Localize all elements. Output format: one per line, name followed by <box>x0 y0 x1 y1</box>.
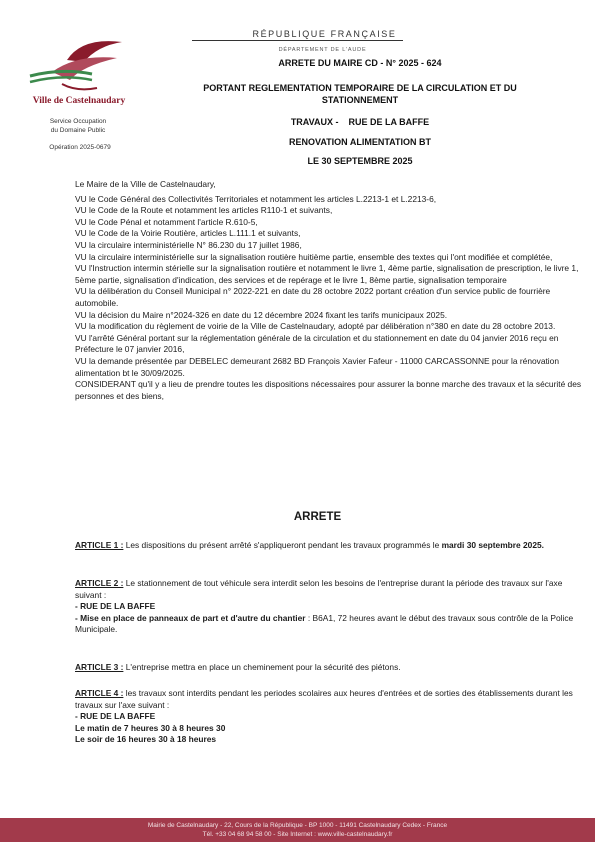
considerant-line: CONSIDERANT qu'il y a lieu de prendre toutes les dispositions nécessaires pour assurer la bonne marche des travaux et la sécurité des personnes et des biens, <box>75 379 582 401</box>
article-3-label: ARTICLE 3 : <box>75 662 124 672</box>
vu-line: VU le Code de la Voirie Routière, articles L.111.1 et suivants, <box>75 228 301 239</box>
article-4-soir: Le soir de 16 heures 30 à 18 heures <box>75 734 217 745</box>
vu-line: VU la décision du Maire n°2024-326 en date du 12 décembre 2024 fixant les tarifs municipaux 2025. <box>75 309 448 320</box>
article-1: ARTICLE 1 : Les dispositions du présent arrêté s'appliqueront pendant les travaux programmés le mardi 30 septembre 2025. <box>75 540 544 550</box>
renovation-line: RENOVATION ALIMENTATION BT <box>289 137 431 147</box>
article-2: ARTICLE 2 : Le stationnement de tout véhicule sera interdit selon les besoins de l'entreprise durant la période des travaux sur l'axe suivant : - RUE DE LA BAFFE - Mise en place de panneaux de part et d'autre du chantier : B6A1, 72 heures avant le début des travaux sous contrôle de la Police Municipale. <box>75 578 587 636</box>
article-2-label: ARTICLE 2 : <box>75 578 124 588</box>
vu-line: VU la modification du règlement de voirie de la Ville de Castelnaudary, adopté par délibération n°380 en date du 28 octobre 2013. <box>75 321 556 332</box>
operation-number: Opération 2025-0679 <box>49 144 111 151</box>
vu-line: VU la délibération du Conseil Municipal n° 2022-221 en date du 28 octobre 2022 portant création d'un service public de fourrière automobile. <box>75 286 551 308</box>
vu-line: VU le Code de la Route et notamment les articles R110-1 et suivants, <box>75 205 333 216</box>
article-3: ARTICLE 3 : L'entreprise mettra en place un cheminement pour la sécurité des piétons. <box>75 662 401 672</box>
service-label: Service Occupation du Domaine Public <box>49 118 107 134</box>
vu-line: VU le Code Pénal et notamment l'article R.610-5, <box>75 216 258 227</box>
article-4-matin: Le matin de 7 heures 30 à 8 heures 30 <box>75 722 226 733</box>
arrete-number: ARRETE DU MAIRE CD - N° 2025 - 624 <box>278 58 442 68</box>
logo-name: Ville de Castelnaudary <box>32 96 126 106</box>
logo-mark-icon <box>22 32 142 102</box>
vu-line: VU l'arrêté Général portant sur la réglementation générale de la circulation et du stationnement en date du 04 janvier 2016 reçu en Préfecture le 07 janvier 2016, <box>75 332 559 355</box>
article-2-rue: - RUE DE LA BAFFE <box>75 601 156 612</box>
intro-line: Le Maire de la Ville de Castelnaudary, <box>75 179 216 189</box>
arrete-title: ARRETE <box>293 511 342 523</box>
article-4-label: ARTICLE 4 : <box>75 688 124 698</box>
vu-line: VU l'Instruction intermin stérielle sur la signalisation routière et notamment le livre 1, 4ème partie, signalisation de prescription, le livre 1, 5ème partie, signalisation d'indication, des services et de repérage et le livre 1, 8ème partie, signalisation temporaire <box>75 263 579 285</box>
vu-line: VU la circulaire interministérielle sur la signalisation routière huitième partie, ensemble des textes qui l'ont modifiée et complétée, <box>75 251 553 262</box>
footer-contact: Tél. +33 04 68 94 58 00 - Site Internet : www.ville-castelnaudary.fr <box>202 831 393 838</box>
travaux-line: TRAVAUX - RUE DE LA BAFFE <box>290 117 430 127</box>
portant-title: PORTANT REGLEMENTATION TEMPORAIRE DE LA CIRCULATION ET DU STATIONNEMENT <box>203 83 517 105</box>
article-4-rue: - RUE DE LA BAFFE <box>75 711 156 722</box>
article-1-label: ARTICLE 1 : <box>75 540 124 550</box>
vu-line: VU le Code Général des Collectivités Territoriales et notamment les articles L.2213-1 et L.2213-6, <box>75 193 437 204</box>
preamble <box>75 179 587 402</box>
republique-header: RÉPUBLIQUE FRANÇAISE <box>0 29 595 41</box>
article-4: ARTICLE 4 : les travaux sont interdits pendant les periodes scolaires aux heures d'entrées et de sorties des établissements durant les travaux sur l'axe suivant : - RUE DE LA BAFFE Le matin de 7 heures 30 à 8 heures 30 Le soir de 16 heures 30 à 18 heures <box>75 688 587 746</box>
page-footer <box>0 818 595 842</box>
vu-line: VU la demande présentée par DEBELEC demeurant 2682 BD François Xavier Fafeur - 11000 CARCASSONNE pour la rénovation alimentation bt le 30/09/2025. <box>75 355 559 378</box>
footer-address: Mairie de Castelnaudary - 22, Cours de la République - BP 1000 - 11491 Castelnaudary Cedex - France <box>147 822 448 829</box>
date-line: LE 30 SEPTEMBRE 2025 <box>307 156 413 166</box>
vu-line: VU la circulaire interministérielle N° 86.230 du 17 juillet 1986, <box>75 239 302 250</box>
departement-label: DÉPARTEMENT DE L'AUDE <box>278 47 367 53</box>
